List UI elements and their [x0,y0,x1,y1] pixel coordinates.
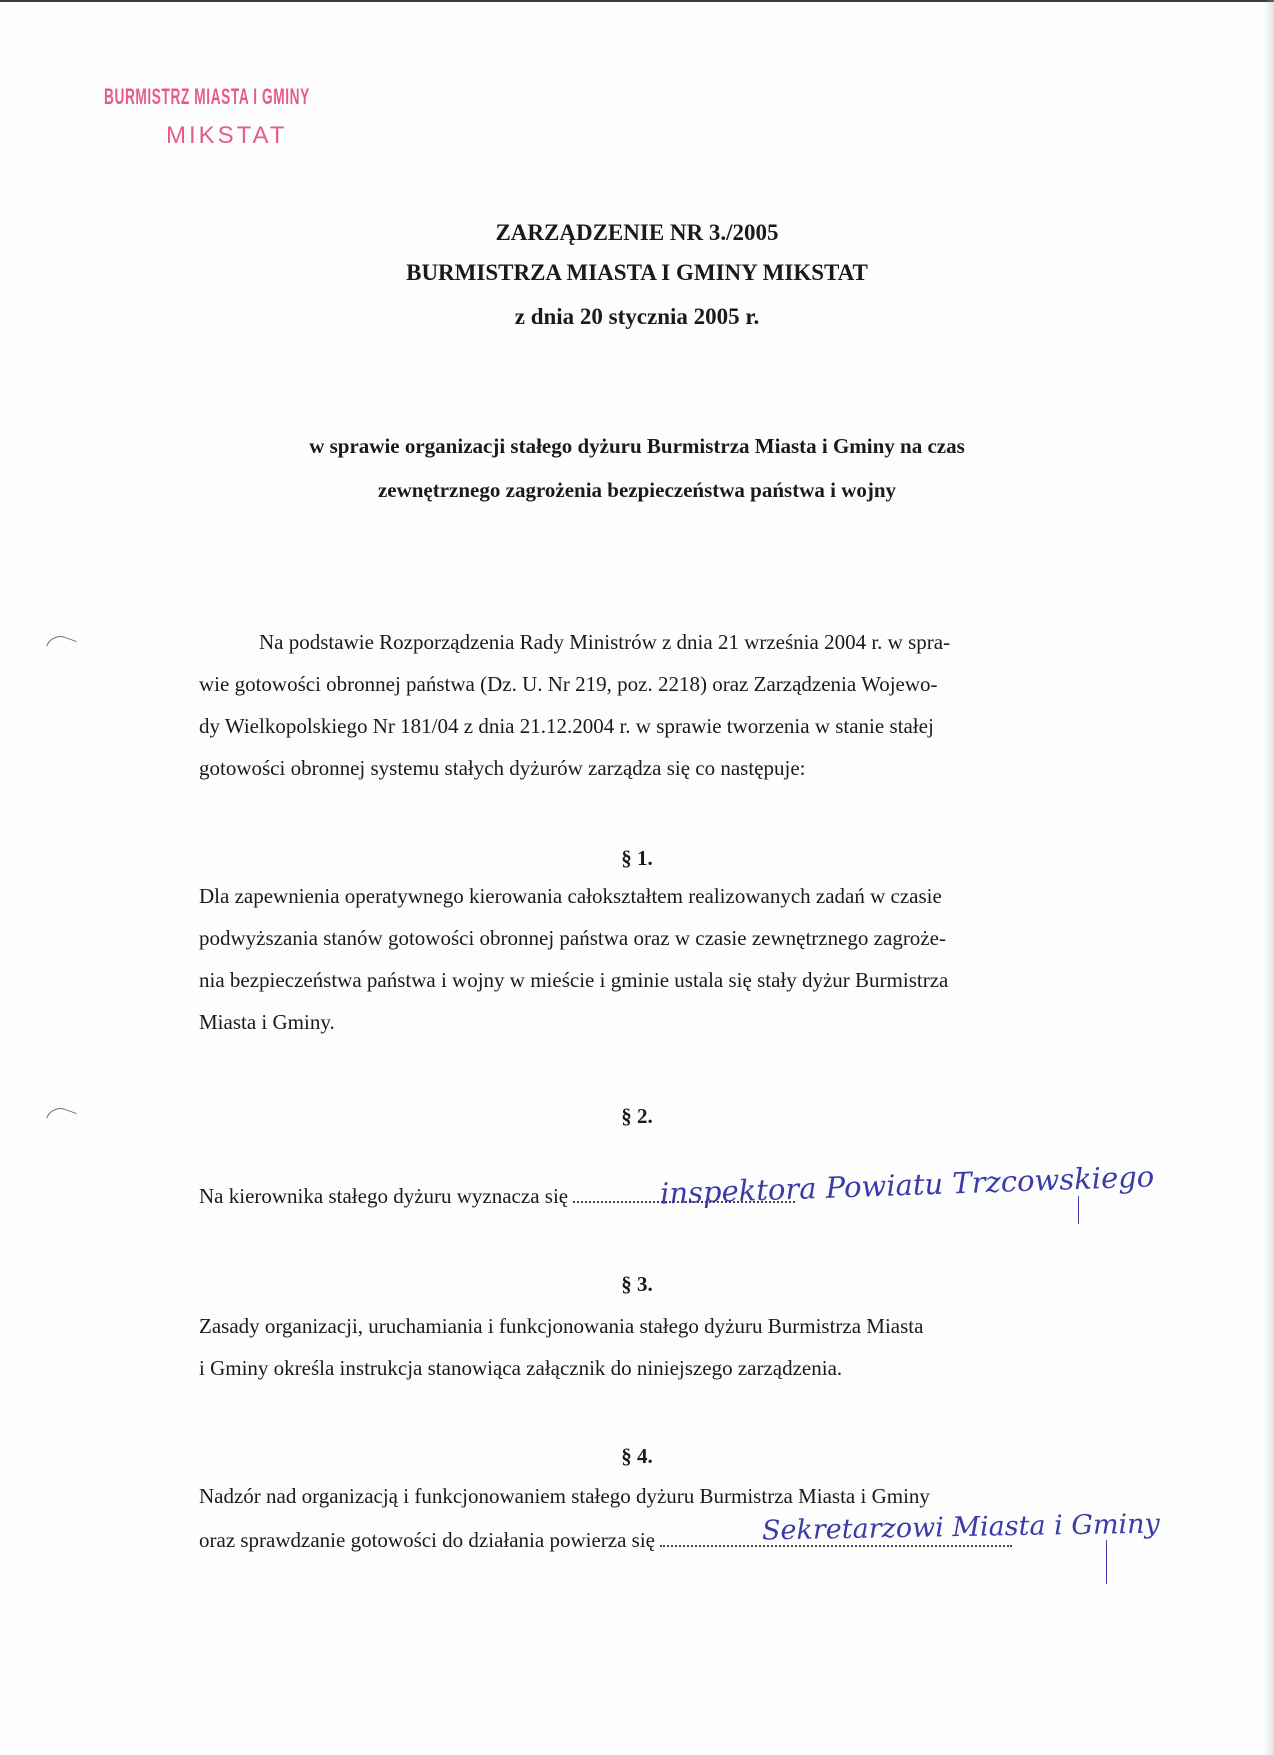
section-4-number: § 4. [621,1444,653,1468]
scan-top-edge [0,0,1274,2]
section-1-line: nia bezpieczeństwa państwa i wojny w mieście i gminie ustala się stały dyżur Burmistrza [199,968,949,992]
section-3-line: Zasady organizacji, uruchamiania i funkcjonowania stałego dyżuru Burmistrza Miasta [199,1314,924,1338]
preamble-line: wie gotowości obronnej państwa (Dz. U. Nr 219, poz. 2218) oraz Zarządzenia Wojewo- [199,672,938,696]
section-1-number: § 1. [621,846,653,870]
handwritten-section-2-entry: inspektora Powiatu Trzcowskiego [659,1159,1155,1211]
document-issuer: BURMISTRZA MIASTA I GMINY MIKSTAT [406,260,868,285]
section-4-text: oraz sprawdzanie gotowości do działania powierza się [199,1528,655,1552]
stamp-line-town: MIKSTAT [166,122,288,149]
section-2-text: Na kierownika stałego dyżuru wyznacza się [199,1184,569,1208]
section-4-line: Nadzór nad organizacją i funkcjonowaniem stałego dyżuru Burmistrza Miasta i Gminy [199,1484,930,1508]
section-1-line: podwyższania stanów gotowości obronnej państwa oraz w czasie zewnętrznego zagroże- [199,926,946,950]
office-stamp [104,84,404,154]
section-3-number: § 3. [621,1272,653,1296]
section-1-line: Miasta i Gminy. [199,1010,335,1034]
preamble-line: Na podstawie Rozporządzenia Rady Ministrów z dnia 21 września 2004 r. w spra- [259,630,951,654]
section-2-number: § 2. [621,1104,653,1128]
section-3-line: i Gminy określa instrukcja stanowiąca załącznik do niniejszego zarządzenia. [199,1356,843,1380]
subject-line-2: zewnętrznego zagrożenia bezpieczeństwa państwa i wojny [377,478,897,502]
document-date: z dnia 20 stycznia 2005 r. [514,304,760,329]
punch-hole-mark-upper [46,632,77,655]
stamp-line-office: BURMISTRZ MIASTA I GMINY [104,84,310,109]
section-1-line: Dla zapewnienia operatywnego kierowania całokształtem realizowanych zadań w czasie [199,884,942,908]
handwriting-descender [1078,1196,1079,1224]
handwriting-descender [1106,1540,1107,1584]
preamble-line: dy Wielkopolskiego Nr 181/04 z dnia 21.12.2004 r. w sprawie tworzenia w stanie stałej [199,714,934,738]
handwritten-section-4-entry: Sekretarzowi Miasta i Gminy [761,1508,1161,1547]
document-number: ZARZĄDZENIE NR 3./2005 [495,220,779,245]
preamble-line: gotowości obronnej systemu stałych dyżurów zarządza się co następuje: [199,756,806,780]
subject-line-1: w sprawie organizacji stałego dyżuru Burmistrza Miasta i Gminy na czas [309,434,965,458]
